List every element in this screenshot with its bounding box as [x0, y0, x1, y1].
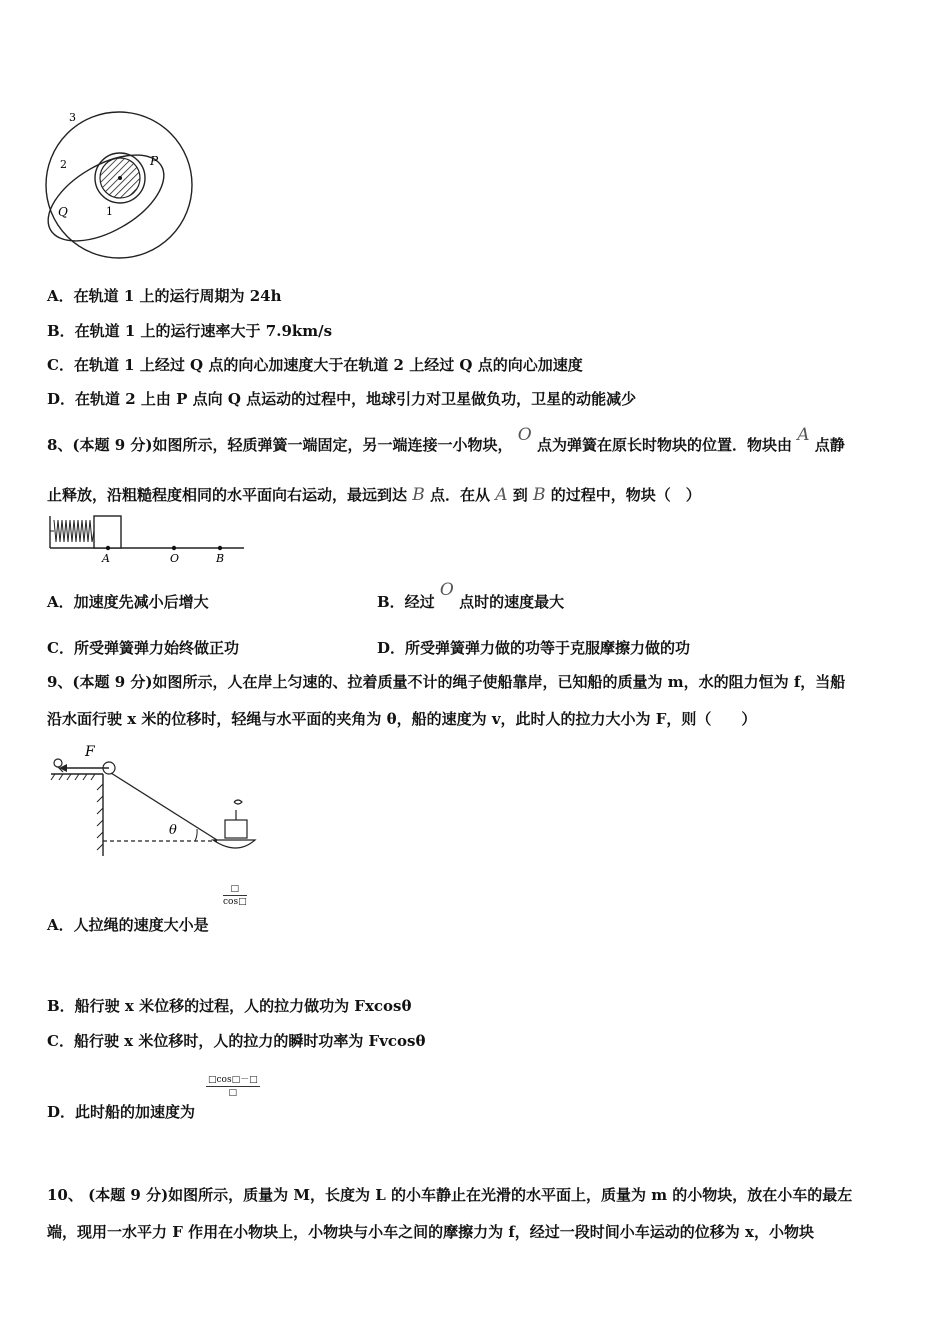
spring-label-a: A: [102, 552, 110, 565]
q9-option-a: A．人拉绳的速度大小是: [47, 916, 209, 934]
boat-icon: [213, 800, 255, 848]
symbol-b: B: [533, 485, 546, 505]
q9-stem-line1: 9、(本题 9 分)如图所示，人在岸上匀速的、拉着质量不计的绳子使船靠岸，已知船的质量为 m，水的阻力恒为 f，当船: [47, 673, 846, 691]
boat-diagram: [45, 740, 260, 860]
q9-option-c: C．船行驶 x 米位移时，人的拉力的瞬时功率为 Fvcosθ: [47, 1032, 426, 1050]
q8-stem-line2: 止释放，沿粗糙程度相同的水平面向右运动，最远到达 B 点．在从 A 到 B 的过程中，物块（ ）: [47, 485, 701, 505]
q9-option-d-fraction: □cos□－□ □: [206, 1072, 260, 1098]
block: [94, 516, 121, 548]
symbol-o: O: [517, 425, 532, 445]
symbol-a: A: [495, 485, 508, 505]
q7-option-d: D．在轨道 2 上由 P 点向 Q 点运动的过程中，地球引力对卫星做负功，卫星的动能减少: [47, 390, 637, 408]
q9-option-d: D．此时船的加速度为: [47, 1103, 196, 1121]
person-icon: [54, 759, 62, 767]
q7-option-c: C．在轨道 1 上经过 Q 点的向心加速度大于在轨道 2 上经过 Q 点的向心加速度: [47, 356, 583, 374]
q7-option-b: B．在轨道 1 上的运行速率大于 7.9km/s: [47, 322, 333, 340]
orbit-label-2: 2: [60, 158, 67, 171]
q8-option-a: A．加速度先减小后增大: [47, 593, 209, 611]
q9-option-a-fraction: □ cos□: [223, 884, 247, 907]
spring: [54, 520, 94, 542]
q9-stem-line2: 沿水面行驶 x 米的位移时，轻绳与水平面的夹角为 θ，船的速度为 v，此时人的拉力大小为 F，则（ ）: [47, 710, 757, 728]
spring-label-o: O: [170, 552, 180, 565]
q10-stem-line1: 10、 (本题 9 分)如图所示，质量为 M，长度为 L 的小车静止在光滑的水平面上，质量为 m 的小物块，放在小车的最左: [47, 1186, 853, 1204]
q9-option-b: B．船行驶 x 米位移的过程，人的拉力做功为 Fxcosθ: [47, 997, 412, 1015]
spring-label-b: B: [216, 552, 225, 565]
q8-stem-line1: 8、(本题 9 分)如图所示，轻质弹簧一端固定，另一端连接一小物块， O 点为弹簧在原长时物块的位置．物块由 A 点静: [47, 425, 845, 454]
q10-stem-line2: 端，现用一水平力 F 作用在小物块上，小物块与小车之间的摩擦力为 f，经过一段时间小车运动的位移为 x，小物块: [47, 1223, 814, 1241]
q8-option-c: C．所受弹簧弹力始终做正功: [47, 639, 239, 657]
q8-option-b: B．经过 O 点时的速度最大: [377, 580, 565, 611]
symbol-a: A: [797, 425, 810, 445]
force-label-f: F: [85, 744, 95, 760]
angle-label-theta: θ: [169, 823, 177, 838]
orbit-label-q: Q: [58, 205, 68, 219]
orbit-diagram: [40, 108, 205, 260]
q8-option-d: D．所受弹簧弹力做的功等于克服摩擦力做的功: [377, 639, 691, 657]
orbit-label-p: P: [150, 154, 159, 168]
orbit-label-1: 1: [106, 205, 113, 218]
orbit-label-3: 3: [69, 111, 76, 124]
symbol-b: B: [412, 485, 425, 505]
symbol-o: O: [439, 580, 454, 600]
q7-option-a: A．在轨道 1 上的运行周期为 24h: [47, 287, 282, 305]
spring-diagram: [46, 512, 246, 568]
